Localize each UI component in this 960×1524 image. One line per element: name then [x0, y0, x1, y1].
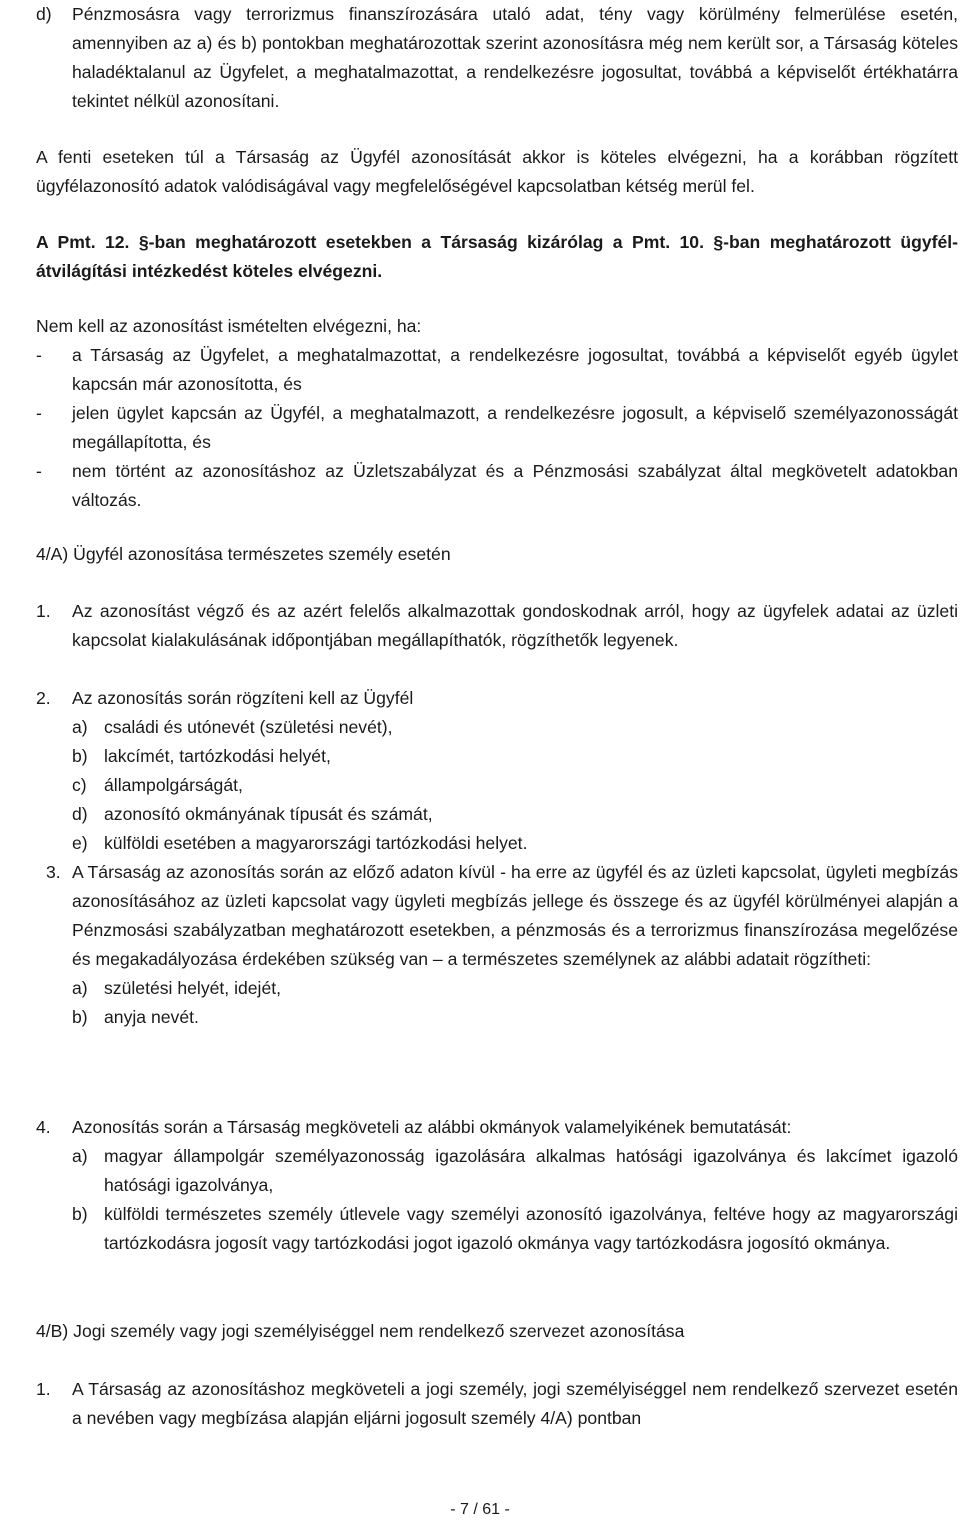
item-number: 2. [36, 688, 51, 708]
item-number: 3. [46, 862, 61, 882]
sub-label: b) [72, 1007, 88, 1027]
paragraph-d [36, 0, 958, 116]
sub-item [72, 974, 958, 1003]
sub-item [72, 800, 958, 829]
sub-text: magyar állampolgár személyazonosság igazolására alkalmas hatósági igazolványa és lakcímet igazoló hatósági igazolványa, [104, 1146, 958, 1195]
section-4a-item-2 [36, 684, 958, 858]
nem-kell-item-text: jelen ügylet kapcsán az Ügyfél, a meghatalmazott, a rendelkezésre jogosult, a képviselő személyazonosságát megállapította, és [72, 403, 958, 452]
sub-label: b) [72, 746, 88, 766]
item-text: A Társaság az azonosításhoz megköveteli a jogi személy, jogi személyiséggel nem rendelkező szervezet esetén a nevében vagy megbízása alapján eljárni jogosult személy 4/A) pontban [72, 1379, 958, 1428]
section-4b-item-1 [36, 1375, 958, 1433]
sub-text: állampolgárságát, [104, 775, 243, 795]
sub-item [72, 742, 958, 771]
section-4a-item-1 [36, 597, 958, 655]
section-4a-item-3 [36, 858, 958, 1032]
paragraph-d-text: Pénzmosásra vagy terrorizmus finanszírozására utaló adat, tény vagy körülmény felmerülése esetén, amennyiben az a) és b) pontokban meghatározottak szerint azonosításra még nem került sor, a Társaság köteles haladéktalanul az Ügyfelet, a meghatalmazottat, a rendelkezésre jogosultat, továbbá a képviselőt értékhatárra tekintet nélkül azonosítani. [72, 4, 958, 111]
sub-item [72, 1003, 958, 1032]
item-number: 1. [36, 601, 51, 621]
sub-item [72, 713, 958, 742]
item-number: 1. [36, 1379, 51, 1399]
page-number: - 7 / 61 - [450, 1501, 510, 1518]
item-intro: A Társaság az azonosítás során az előző adaton kívül - ha erre az ügyfél és az üzleti kapcsolat, ügyleti megbízás azonosításához az üzleti kapcsolat vagy ügyleti megbízás jellege és összege és az ügyfél körülményei alapján a Pénzmosási szabályzatban meghatározott esetekben, a pénzmosás és a terrorizmus finanszírozása megelőzése és megakadályozása érdekében szükség van – a természetes személynek az alábbi adatait rögzítheti: [72, 862, 958, 969]
sub-text: külföldi természetes személy útlevele vagy személyi azonosító igazolványa, feltéve hogy az magyarországi tartózkodásra jogosít vagy tartózkodási jogot igazoló okmánya vagy tartózkodásra jogosító okmánya. [104, 1204, 958, 1253]
sub-text: anyja nevét. [104, 1007, 199, 1027]
sub-label: d) [72, 804, 88, 824]
sub-item [72, 771, 958, 800]
paragraph-fenti: A fenti eseteken túl a Társaság az Ügyfél azonosítását akkor is köteles elvégezni, ha a korábban rögzített ügyfélazonosító adatok valódiságával vagy megfelelőségével kapcsolatban kétség merül fel. [36, 147, 958, 196]
nem-kell-item-text: a Társaság az Ügyfelet, a meghatalmazottat, a rendelkezésre jogosultat, továbbá a képviselőt egyéb ügylet kapcsán már azonosította, és [72, 345, 958, 394]
nem-kell-item [36, 341, 958, 399]
nem-kell-item [36, 457, 958, 515]
paragraph-d-label: d) [36, 4, 52, 24]
section-4a-item-4 [36, 1113, 958, 1258]
sub-item [72, 1200, 958, 1258]
item-body [72, 684, 958, 858]
paragraph-nem-kell [36, 312, 958, 515]
item-intro: Azonosítás során a Társaság megköveteli az alábbi okmányok valamelyikének bemutatását: [72, 1117, 792, 1137]
sub-label: b) [72, 1204, 88, 1224]
section-4a-title: 4/A) Ügyfél azonosítása természetes személy esetén [36, 544, 451, 564]
item-intro: Az azonosítás során rögzíteni kell az Ügyfél [72, 688, 414, 708]
sub-text: külföldi esetében a magyarországi tartózkodási helyet. [104, 833, 528, 853]
nem-kell-item [36, 399, 958, 457]
nem-kell-intro: Nem kell az azonosítást ismételten elvégezni, ha: [36, 316, 422, 336]
sub-item [72, 1142, 958, 1200]
paragraph-pmt: A Pmt. 12. §-ban meghatározott esetekben a Társaság kizárólag a Pmt. 10. §-ban meghatározott ügyfél-átvilágítási intézkedést köteles elvégezni. [36, 232, 958, 281]
dash-bullet: - [36, 461, 42, 481]
sub-text: születési helyét, idejét, [104, 978, 282, 998]
sub-label: a) [72, 1146, 88, 1166]
dash-bullet: - [36, 345, 42, 365]
sub-label: e) [72, 833, 88, 853]
sub-text: lakcímét, tartózkodási helyét, [104, 746, 331, 766]
sub-item [72, 829, 958, 858]
item-text: Az azonosítást végző és az azért felelős alkalmazottak gondoskodnak arról, hogy az ügyfelek adatai az üzleti kapcsolat kialakulásának időpontjában megállapíthatók, rögzíthetők legyenek. [72, 601, 958, 650]
sub-label: c) [72, 775, 87, 795]
item-body [72, 858, 958, 1032]
section-4b-title: 4/B) Jogi személy vagy jogi személyiséggel nem rendelkező szervezet azonosítása [36, 1321, 685, 1341]
item-number: 4. [36, 1117, 51, 1137]
nem-kell-item-text: nem történt az azonosításhoz az Üzletszabályzat és a Pénzmosási szabályzat által megkövetelt adatokban változás. [72, 461, 958, 510]
sub-text: azonosító okmányának típusát és számát, [104, 804, 433, 824]
sub-label: a) [72, 978, 88, 998]
dash-bullet: - [36, 403, 42, 423]
sub-text: családi és utónevét (születési nevét), [104, 717, 393, 737]
sub-label: a) [72, 717, 88, 737]
item-body [72, 1113, 958, 1258]
